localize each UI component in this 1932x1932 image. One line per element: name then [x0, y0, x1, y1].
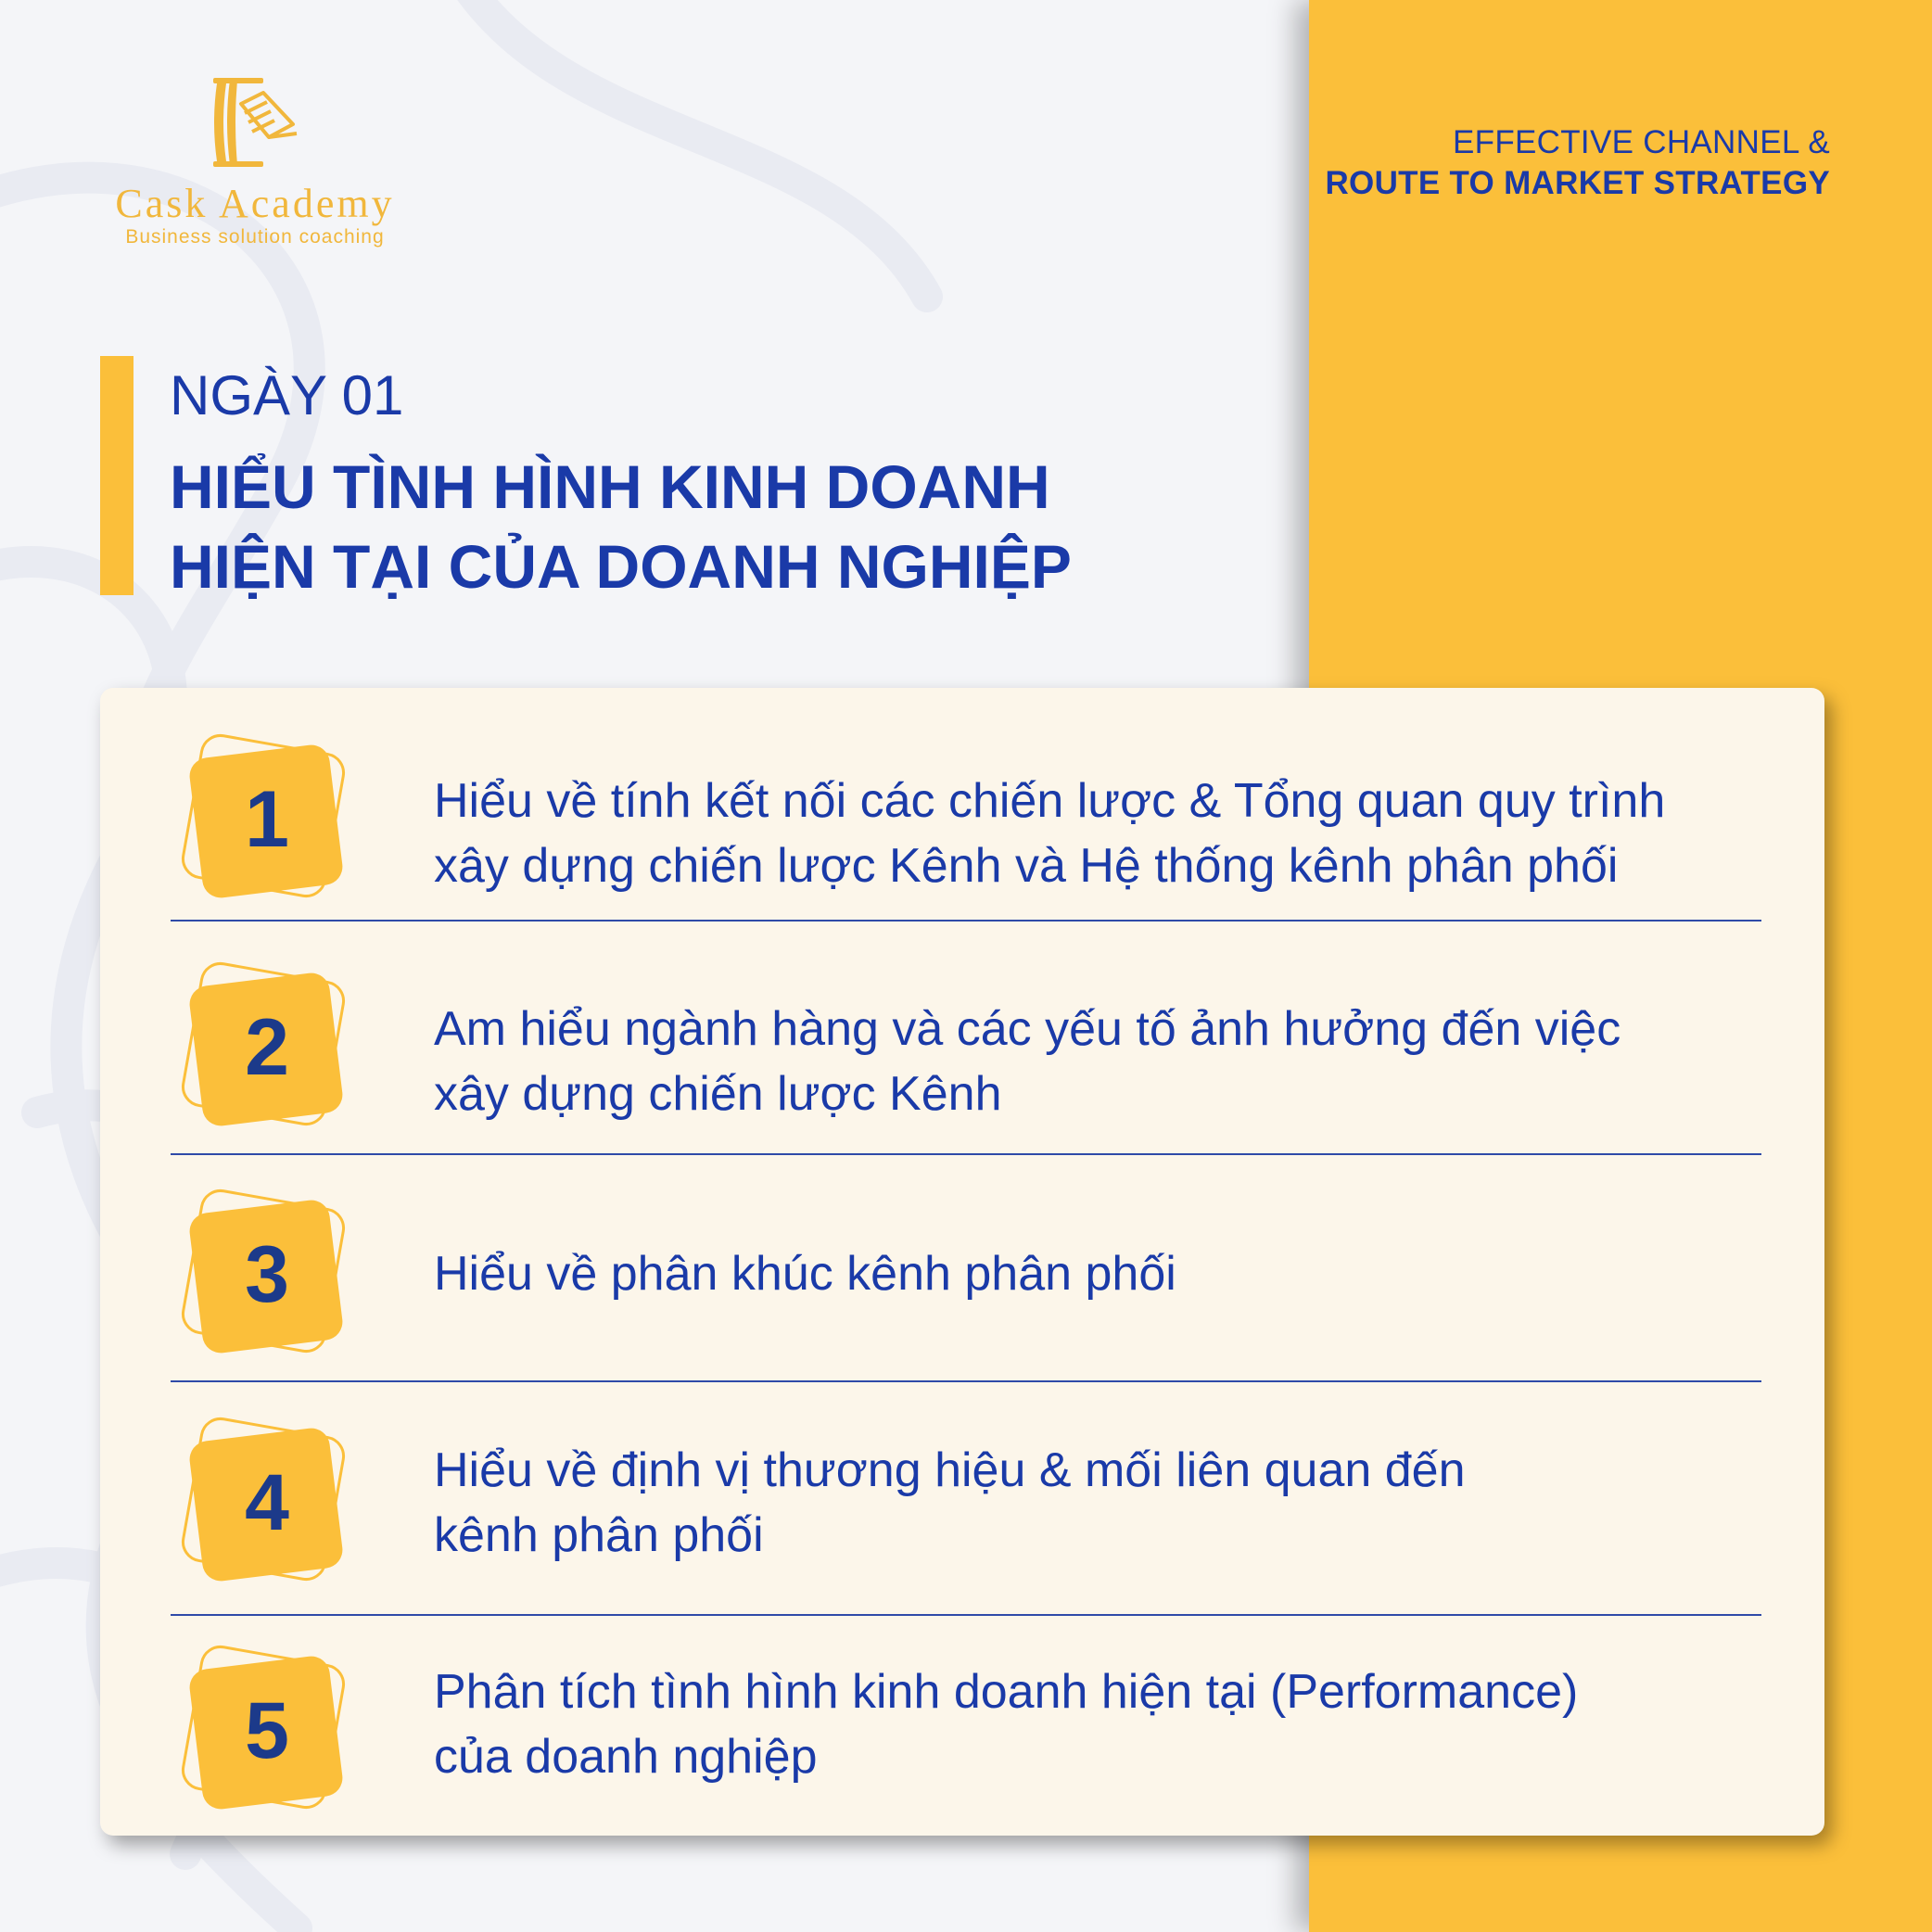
item-text-line1: Hiểu về tính kết nối các chiến lược & Tổng quan quy trình	[434, 774, 1666, 828]
number-badge	[182, 734, 352, 905]
divider	[171, 1153, 1761, 1155]
brand-name: Cask Academy	[115, 181, 395, 226]
number-badge	[182, 1189, 352, 1360]
item-text	[434, 769, 1769, 898]
number-badge	[182, 1646, 352, 1816]
heading-accent-bar	[100, 356, 133, 595]
item-text-line1: Am hiểu ngành hàng và các yếu tố ảnh hưởng đến việc	[434, 1002, 1621, 1056]
item-text	[434, 1438, 1769, 1568]
page-title-line1: HIỂU TÌNH HÌNH KINH DOANH	[170, 452, 1050, 521]
divider	[171, 1614, 1761, 1616]
divider	[171, 1380, 1761, 1382]
brand-tagline: Business solution coaching	[125, 226, 385, 248]
divider	[171, 920, 1761, 922]
item-text-line2: kênh phân phối	[434, 1508, 764, 1562]
course-title	[1325, 122, 1830, 204]
day-label: NGÀY 01	[170, 364, 404, 426]
item-text	[434, 997, 1769, 1126]
item-number: 4	[245, 1457, 289, 1547]
course-title-line1: EFFECTIVE CHANNEL &	[1453, 124, 1830, 160]
item-number: 5	[245, 1685, 289, 1775]
topics-card	[100, 688, 1824, 1836]
item-number: 1	[245, 774, 289, 864]
item-text-line1: Hiểu về phân khúc kênh phân phối	[434, 1247, 1176, 1301]
page-title-line2: HIỆN TẠI CỦA DOANH NGHIỆP	[170, 532, 1072, 601]
barrel-book-icon	[208, 76, 304, 169]
course-title-line2: ROUTE TO MARKET STRATEGY	[1325, 165, 1830, 201]
item-text-line2: xây dựng chiến lược Kênh	[434, 1067, 1002, 1121]
page-title	[170, 447, 1189, 606]
number-badge	[182, 962, 352, 1133]
item-text-line1: Phân tích tình hình kinh doanh hiện tại (Performance)	[434, 1665, 1579, 1719]
brand-logo	[93, 76, 417, 252]
number-badge	[182, 1417, 352, 1588]
item-text	[434, 1241, 1769, 1306]
item-text-line2: của doanh nghiệp	[434, 1730, 818, 1784]
item-text-line1: Hiểu về định vị thương hiệu & mối liên quan đến	[434, 1443, 1466, 1497]
item-text-line2: xây dựng chiến lược Kênh và Hệ thống kênh phân phối	[434, 839, 1619, 893]
item-number: 2	[245, 1002, 289, 1092]
item-number: 3	[245, 1229, 289, 1319]
item-text	[434, 1659, 1769, 1789]
